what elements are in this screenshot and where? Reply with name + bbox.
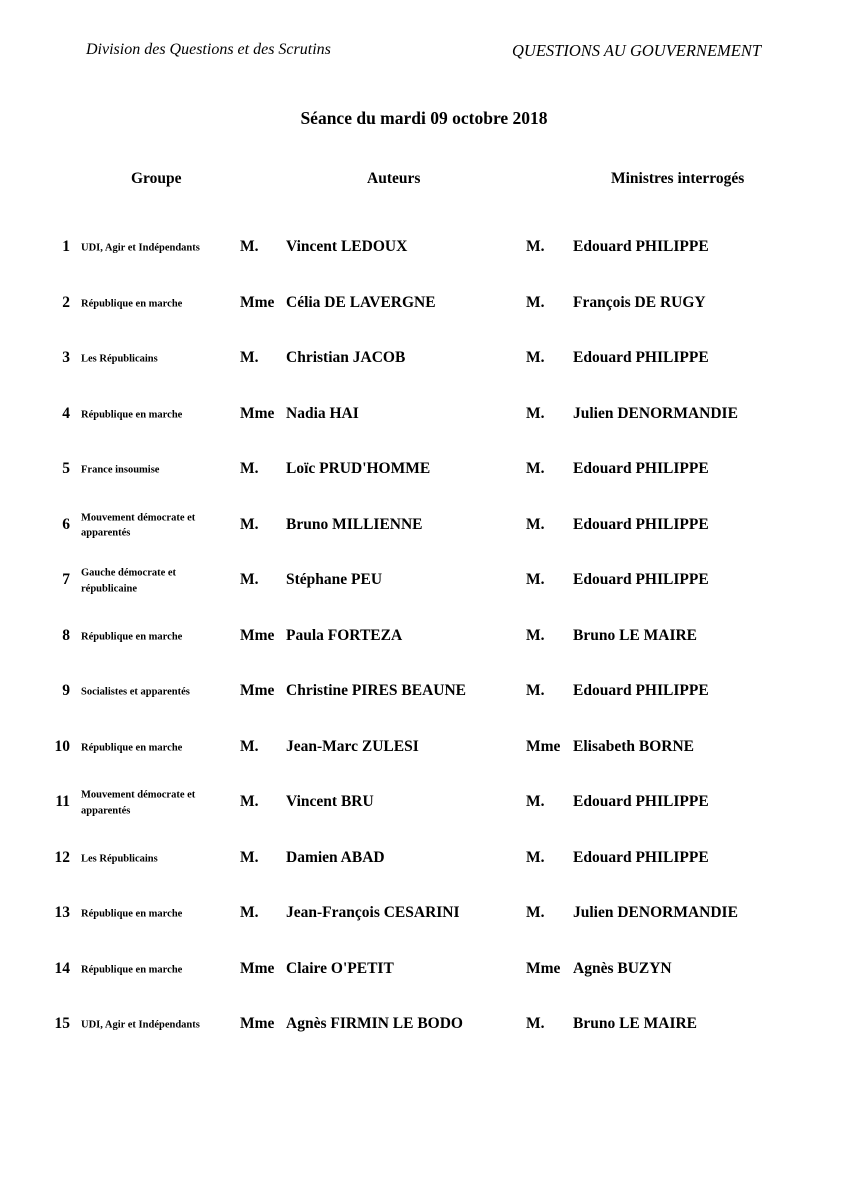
row-number: 12 [54, 848, 70, 866]
row-ministre: Edouard PHILIPPE [573, 682, 709, 699]
row-number: 1 [62, 238, 70, 255]
row-ministre-civilite: M. [526, 238, 545, 255]
row-auteur-civilite: Mme [240, 404, 275, 422]
table-row [0, 391, 848, 439]
row-ministre-civilite: M. [526, 1015, 545, 1032]
row-auteur: Damien ABAD [286, 848, 385, 866]
row-groupe: République en marche [81, 630, 183, 642]
row-auteur: Stéphane PEU [286, 571, 383, 588]
row-auteur-civilite: M. [240, 793, 259, 810]
row-auteur: Christine PIRES BEAUNE [286, 682, 466, 699]
row-groupe: UDI, Agir et Indépendants [81, 1019, 200, 1031]
row-auteur: Bruno MILLIENNE [286, 515, 423, 533]
table-row [0, 224, 848, 272]
table-row [0, 946, 848, 994]
row-auteur-civilite: M. [240, 515, 259, 533]
table-row [0, 446, 848, 494]
row-ministre-civilite: M. [526, 571, 545, 588]
row-auteur-civilite: Mme [240, 1015, 275, 1032]
row-auteur: Vincent BRU [286, 793, 374, 810]
row-number: 15 [54, 1015, 70, 1032]
row-number: 5 [62, 460, 70, 477]
row-number: 2 [62, 293, 70, 311]
row-ministre-civilite: M. [526, 460, 545, 477]
row-auteur: Loïc PRUD'HOMME [286, 460, 431, 477]
table-row [0, 613, 848, 661]
row-auteur: Nadia HAI [286, 404, 359, 422]
row-auteur: Jean-Marc ZULESI [286, 737, 419, 755]
row-ministre-civilite: Mme [526, 737, 561, 755]
row-ministre: Edouard PHILIPPE [573, 848, 709, 866]
table-row [0, 1001, 848, 1049]
table-row [0, 557, 848, 605]
table-row [0, 280, 848, 328]
table-row [0, 890, 848, 938]
row-ministre-civilite: M. [526, 293, 545, 311]
row-groupe: UDI, Agir et Indépendants [81, 242, 200, 254]
row-ministre: Julien DENORMANDIE [573, 404, 738, 422]
row-auteur-civilite: M. [240, 848, 259, 866]
table-row [0, 335, 848, 383]
row-ministre-civilite: M. [526, 904, 545, 921]
row-groupe: Socialistes et apparentés [81, 686, 190, 698]
header-section: QUESTIONS AU GOUVERNEMENT [512, 41, 762, 60]
row-groupe: République en marche [81, 963, 183, 975]
row-auteur-civilite: M. [240, 571, 259, 588]
row-auteur-civilite: Mme [240, 626, 275, 644]
row-number: 14 [54, 959, 70, 977]
row-auteur: Vincent LEDOUX [286, 238, 408, 255]
row-ministre: Edouard PHILIPPE [573, 460, 709, 477]
row-ministre-civilite: M. [526, 848, 545, 866]
row-groupe: République en marche [81, 908, 183, 920]
row-auteur-civilite: M. [240, 238, 259, 255]
row-ministre: Edouard PHILIPPE [573, 238, 709, 255]
row-ministre: Elisabeth BORNE [573, 737, 695, 755]
row-number: 3 [62, 349, 70, 366]
row-ministre: Julien DENORMANDIE [573, 904, 738, 921]
row-groupe: France insoumise [81, 464, 160, 476]
row-auteur: Jean-François CESARINI [286, 904, 460, 921]
row-auteur-civilite: Mme [240, 293, 275, 311]
row-ministre-civilite: M. [526, 682, 545, 699]
row-groupe: Mouvement démocrate et apparentés [81, 512, 196, 539]
row-ministre: Edouard PHILIPPE [573, 571, 709, 588]
row-auteur-civilite: Mme [240, 682, 275, 699]
table-row [0, 724, 848, 772]
row-ministre-civilite: M. [526, 626, 545, 644]
row-number: 8 [62, 626, 70, 644]
row-number: 7 [62, 571, 70, 588]
row-groupe: Gauche démocrate et républicaine [81, 567, 177, 594]
row-number: 11 [55, 793, 70, 810]
row-auteur: Claire O'PETIT [286, 959, 394, 977]
row-number: 10 [54, 737, 70, 755]
row-auteur: Christian JACOB [286, 349, 406, 366]
row-auteur-civilite: M. [240, 737, 259, 755]
row-ministre: Bruno LE MAIRE [573, 1015, 698, 1032]
row-auteur-civilite: M. [240, 460, 259, 477]
row-auteur-civilite: Mme [240, 959, 275, 977]
row-groupe: Les Républicains [81, 852, 158, 864]
row-groupe: République en marche [81, 297, 183, 309]
row-auteur: Paula FORTEZA [286, 626, 403, 644]
row-ministre: Edouard PHILIPPE [573, 515, 709, 533]
row-ministre-civilite: Mme [526, 959, 561, 977]
row-ministre-civilite: M. [526, 349, 545, 366]
row-ministre: Edouard PHILIPPE [573, 349, 709, 366]
row-auteur-civilite: M. [240, 349, 259, 366]
row-ministre: François DE RUGY [573, 293, 706, 311]
table-row [0, 668, 848, 716]
row-auteur: Agnès FIRMIN LE BODO [286, 1015, 463, 1032]
row-ministre-civilite: M. [526, 793, 545, 810]
row-ministre-civilite: M. [526, 404, 545, 422]
row-groupe: Les Républicains [81, 353, 158, 365]
row-auteur-civilite: M. [240, 904, 259, 921]
row-number: 4 [62, 404, 70, 422]
row-number: 13 [54, 904, 70, 921]
column-header-groupe: Groupe [131, 170, 182, 187]
row-number: 9 [62, 682, 70, 699]
table-row [0, 779, 848, 827]
header-division: Division des Questions et des Scrutins [86, 41, 331, 58]
table-row [0, 502, 848, 550]
table-row [0, 835, 848, 883]
row-groupe: République en marche [81, 408, 183, 420]
row-ministre: Agnès BUZYN [573, 959, 672, 977]
row-ministre-civilite: M. [526, 515, 545, 533]
column-header-ministres: Ministres interrogés [611, 170, 745, 187]
column-header-auteurs: Auteurs [367, 170, 421, 187]
page-title: Séance du mardi 09 octobre 2018 [300, 108, 548, 128]
row-auteur: Célia DE LAVERGNE [286, 293, 436, 311]
row-ministre: Edouard PHILIPPE [573, 793, 709, 810]
row-ministre: Bruno LE MAIRE [573, 626, 698, 644]
row-groupe: République en marche [81, 741, 183, 753]
row-number: 6 [62, 515, 70, 533]
row-groupe: Mouvement démocrate et apparentés [81, 789, 196, 816]
